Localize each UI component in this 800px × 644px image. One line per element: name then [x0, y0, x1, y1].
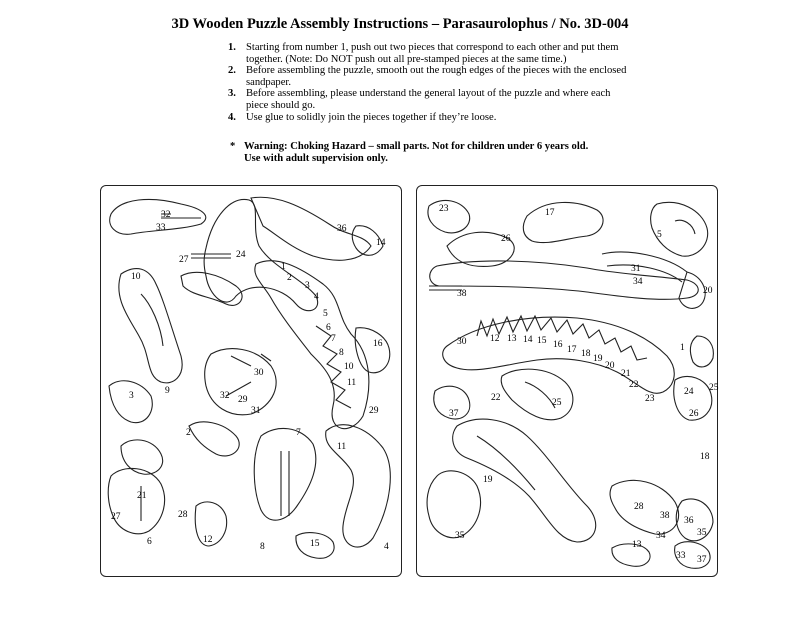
piece-label: 13: [632, 540, 642, 550]
piece-label: 34: [633, 277, 643, 287]
piece-label: 13: [507, 334, 517, 344]
piece-label: 23: [645, 394, 655, 404]
piece-outline: [326, 425, 391, 547]
piece-label: 28: [634, 502, 644, 512]
piece-outline: [119, 269, 182, 383]
puzzle-pieces-left: [101, 186, 403, 578]
piece-label: 36: [337, 224, 347, 234]
piece-label: 15: [310, 539, 320, 549]
piece-label: 38: [457, 289, 467, 299]
instruction-step: [228, 88, 628, 111]
piece-label: 7: [331, 334, 336, 344]
step-number: 1.: [228, 42, 236, 53]
piece-label: 12: [490, 334, 500, 344]
piece-label: 16: [373, 339, 383, 349]
step-number: 2.: [228, 65, 236, 77]
piece-outline: [501, 369, 573, 420]
piece-label: 14: [523, 335, 533, 345]
piece-label: 5: [323, 309, 328, 319]
piece-label: 32: [161, 210, 171, 220]
instruction-step: [228, 65, 628, 88]
piece-outline: [191, 254, 231, 258]
piece-label: 17: [545, 208, 555, 218]
step-text: Before assembling the puzzle, smooth out the rough edges of the pieces with the enclosed sandpaper.: [246, 65, 627, 88]
puzzle-pieces-right: [417, 186, 719, 578]
piece-label: 34: [656, 531, 666, 541]
page-title: 3D Wooden Puzzle Assembly Instructions – Parasaurolophus / No. 3D-004: [171, 16, 629, 32]
piece-label: 35: [697, 528, 707, 538]
piece-outline: [679, 272, 705, 308]
piece-label: 11: [347, 378, 357, 388]
piece-outline: [226, 354, 271, 396]
piece-label: 20: [703, 286, 713, 296]
piece-label: 18: [700, 452, 710, 462]
piece-label: 25: [552, 398, 562, 408]
piece-label: 21: [137, 491, 147, 501]
piece-label: 28: [178, 510, 188, 520]
piece-label: 15: [537, 336, 547, 346]
piece-outline: [676, 499, 713, 541]
piece-label: 24: [236, 250, 246, 260]
piece-label: 12: [203, 535, 213, 545]
piece-outline: [109, 381, 152, 423]
piece-label: 19: [593, 354, 603, 364]
piece-outline: [430, 261, 699, 299]
warning-line-1: Warning: Choking Hazard – small parts. Not for children under 6 years old.: [244, 141, 589, 152]
piece-label: 22: [491, 393, 501, 403]
piece-label: 10: [344, 362, 354, 372]
piece-label: 30: [254, 368, 264, 378]
piece-label: 9: [165, 386, 170, 396]
warning-line-2: Use with adult supervision only.: [244, 153, 388, 164]
piece-label: 35: [455, 531, 465, 541]
instruction-list: [228, 42, 628, 123]
piece-label: 8: [339, 348, 344, 358]
step-number: 3.: [228, 88, 236, 100]
piece-label: 23: [439, 204, 449, 214]
piece-outline: [612, 544, 650, 566]
piece-outline: [523, 202, 603, 242]
piece-outline: [189, 422, 239, 456]
step-text: Starting from number 1, push out two pieces that correspond to each other and put them together. (Note: Do NOT push out all pre-stamped pieces at the same time.): [246, 42, 619, 65]
piece-outline: [427, 471, 480, 538]
piece-label: 22: [629, 380, 639, 390]
piece-label: 2: [287, 273, 292, 283]
piece-label: 3: [129, 391, 134, 401]
piece-label: 37: [449, 409, 459, 419]
step-text: Use glue to solidly join the pieces together if they’re loose.: [246, 111, 497, 123]
piece-label: 37: [697, 555, 707, 565]
piece-outline: [181, 272, 242, 305]
piece-label: 29: [238, 395, 248, 405]
step-number: 4.: [228, 111, 236, 123]
piece-outline: [141, 294, 163, 346]
piece-label: 36: [684, 516, 694, 526]
piece-label: 25: [709, 383, 719, 393]
piece-label: 31: [251, 406, 261, 416]
piece-label: 24: [684, 387, 694, 397]
piece-outline: [254, 428, 316, 520]
piece-label: 11: [337, 442, 347, 452]
piece-outline: [255, 261, 369, 429]
piece-label: 4: [314, 292, 319, 302]
choking-hazard-warning: [230, 141, 650, 165]
piece-label: 14: [376, 238, 386, 248]
piece-label: 33: [676, 551, 686, 561]
piece-label: 31: [631, 264, 641, 274]
piece-label: 4: [384, 542, 389, 552]
piece-label: 27: [111, 512, 121, 522]
piece-label: 27: [179, 255, 189, 265]
piece-label: 21: [621, 369, 631, 379]
piece-label: 6: [147, 537, 152, 547]
piece-outline: [525, 382, 555, 408]
piece-outline: [108, 468, 164, 533]
piece-outline: [610, 480, 679, 534]
piece-label: 20: [605, 361, 615, 371]
piece-label: 17: [567, 345, 577, 355]
piece-outline: [281, 451, 289, 516]
piece-label: 16: [553, 340, 563, 350]
piece-label: 8: [260, 542, 265, 552]
piece-outline: [443, 317, 675, 393]
piece-outline: [204, 199, 318, 310]
piece-outline: [690, 336, 713, 367]
piece-outline: [355, 328, 390, 373]
piece-label: 2: [186, 428, 191, 438]
piece-label: 18: [581, 349, 591, 359]
piece-label: 30: [457, 337, 467, 347]
piece-outline: [251, 197, 371, 260]
step-text: Before assembling, please understand the general layout of the puzzle and where each piece should go.: [246, 88, 611, 111]
piece-label: 1: [680, 343, 685, 353]
puzzle-sheet-right: [416, 185, 718, 577]
piece-label: 32: [220, 391, 230, 401]
piece-outline: [602, 252, 687, 282]
instruction-step: [228, 42, 628, 65]
piece-label: 6: [326, 323, 331, 333]
piece-label: 19: [483, 475, 493, 485]
instruction-step: [228, 112, 628, 124]
warning-asterisk: *: [230, 141, 236, 152]
piece-label: 33: [156, 223, 166, 233]
piece-label: 3: [305, 281, 310, 291]
piece-label: 26: [501, 234, 511, 244]
piece-label: 10: [131, 272, 141, 282]
piece-label: 29: [369, 406, 379, 416]
piece-label: 38: [660, 511, 670, 521]
piece-label: 1: [281, 262, 286, 272]
puzzle-sheet-left: [100, 185, 402, 577]
piece-label: 7: [296, 428, 301, 438]
piece-outline: [675, 220, 695, 234]
piece-label: 5: [657, 230, 662, 240]
piece-label: 26: [689, 409, 699, 419]
